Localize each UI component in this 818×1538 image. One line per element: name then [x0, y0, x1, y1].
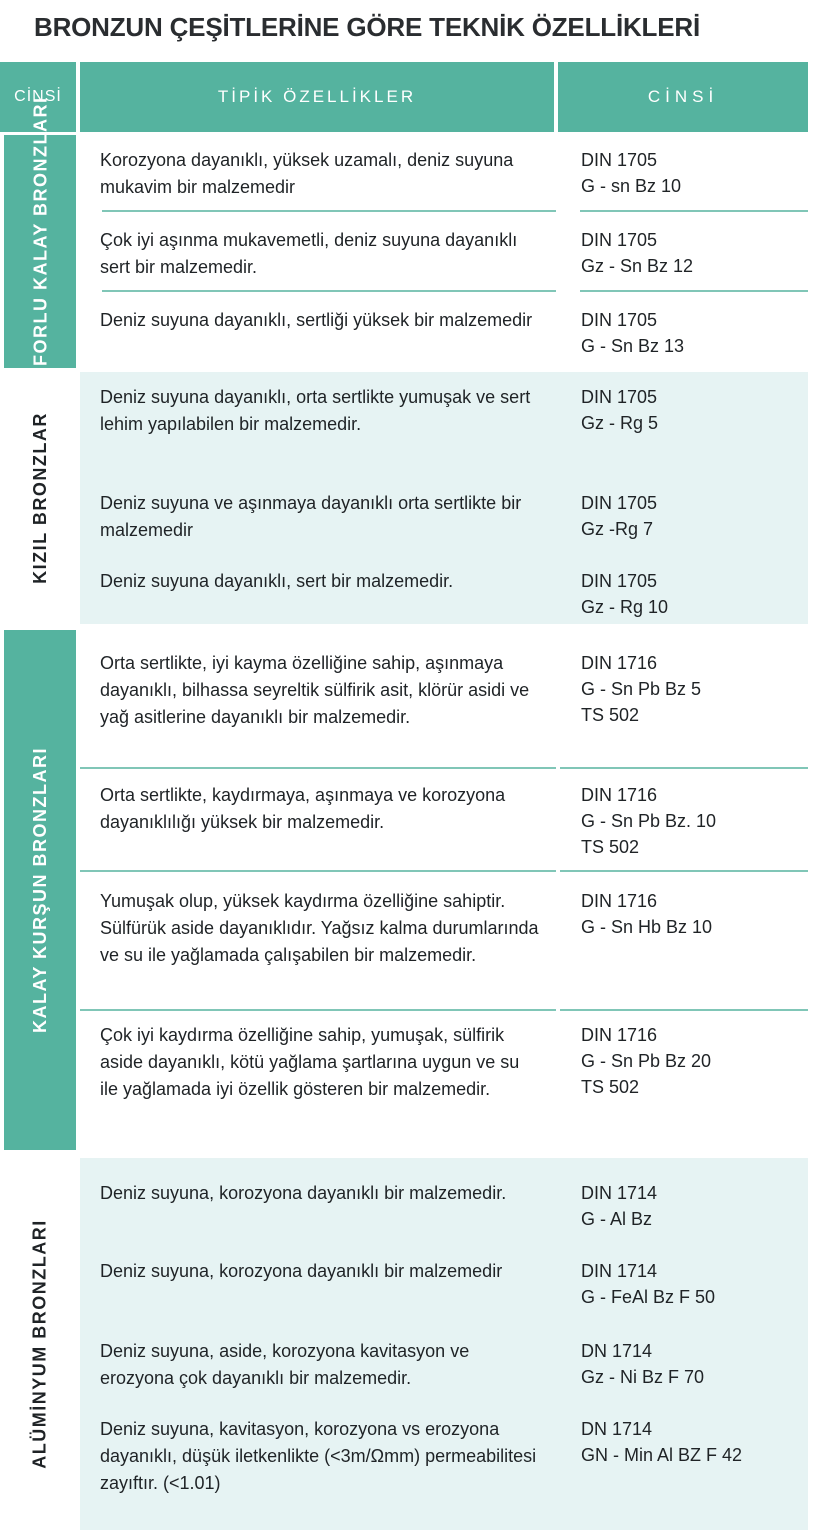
row-grade: [581, 1416, 801, 1468]
table-row: [0, 1258, 808, 1336]
row-divider: [560, 1009, 808, 1011]
grade-line: TS 502: [581, 1077, 640, 1097]
grade-line: DIN 1714: [581, 1183, 658, 1203]
bronze-group: [0, 630, 808, 1150]
grade-line: DIN 1716: [581, 1025, 658, 1045]
row-grade: [581, 227, 801, 279]
grade-line: DIN 1705: [581, 493, 658, 513]
table-row: [0, 1022, 808, 1148]
grade-line: Gz - Sn Bz 12: [581, 256, 694, 276]
grade-line: G - Sn Pb Bz 5: [581, 679, 702, 699]
row-divider: [80, 870, 556, 872]
table-row: [0, 888, 808, 1018]
row-description: Deniz suyuna dayanıklı, sertliği yüksek bir malzemedir: [100, 310, 533, 330]
grade-line: G - sn Bz 10: [581, 176, 682, 196]
row-grade: [581, 384, 801, 436]
grade-line: Gz -Rg 7: [581, 519, 654, 539]
grade-line: GN - Min Al BZ F 42: [581, 1445, 743, 1465]
grade-line: G - Sn Hb Bz 10: [581, 917, 713, 937]
grade-line: DIN 1705: [581, 387, 658, 407]
grade-line: DIN 1705: [581, 571, 658, 591]
row-grade: [581, 1022, 801, 1100]
group-label: KALAY KURŞUN BRONZLARI: [30, 746, 51, 1034]
row-description: Çok iyi kaydırma özelliğine sahip, yumuşak, sülfirik aside dayanıklı, kötü yağlama şartlarına uygun ve su ile yağlamada iyi özellik gösteren bir malzemedir.: [100, 1025, 520, 1099]
grade-line: G - Sn Pb Bz 20: [581, 1051, 712, 1071]
table-row: [0, 1338, 808, 1416]
row-description: Yumuşak olup, yüksek kaydırma özelliğine sahiptir. Sülfürük aside dayanıklıdır. Yağsız kalma durumlarında ve su ile yağlamada çalışabilen bir malzemedir.: [100, 891, 539, 965]
row-grade: [581, 782, 801, 860]
grade-line: G - Sn Bz 13: [581, 336, 685, 356]
row-description: Korozyona dayanıklı, yüksek uzamalı, deniz suyuna mukavim bir malzemedir: [100, 150, 514, 197]
grade-line: DN 1714: [581, 1341, 653, 1361]
header-type: CİNSİ: [0, 62, 76, 132]
row-grade: [581, 568, 801, 620]
table-row: [0, 147, 808, 227]
grade-line: G - Sn Pb Bz. 10: [581, 811, 717, 831]
row-description: Orta sertlikte, kaydırmaya, aşınmaya ve korozyona dayanıklılığı yüksek bir malzemedir.: [100, 785, 506, 832]
row-divider: [560, 870, 808, 872]
grade-line: DN 1714: [581, 1419, 653, 1439]
grade-line: DIN 1705: [581, 230, 658, 250]
grade-line: DIN 1714: [581, 1261, 658, 1281]
row-divider: [560, 767, 808, 769]
grade-line: DIN 1716: [581, 891, 658, 911]
group-label: FOSFORLU KALAY BRONZLARI: [30, 95, 51, 408]
bronze-group: [0, 372, 808, 624]
row-grade: [581, 1338, 801, 1390]
row-divider: [102, 290, 556, 292]
grade-line: Gz - Rg 10: [581, 597, 669, 617]
table-row: [0, 568, 808, 624]
grade-line: DIN 1716: [581, 653, 658, 673]
row-description: Deniz suyuna, aside, korozyona kavitasyon ve erozyona çok dayanıklı bir malzemedir.: [100, 1341, 470, 1388]
header-properties: TİPİK ÖZELLİKLER: [80, 62, 554, 132]
group-label: ALÜMİNYUM BRONZLARI: [30, 1219, 51, 1469]
table-row: [0, 782, 808, 882]
grade-line: DIN 1705: [581, 310, 658, 330]
table-row: [0, 384, 808, 492]
row-grade: [581, 1180, 801, 1232]
row-description: Çok iyi aşınma mukavemetli, deniz suyuna dayanıklı sert bir malzemedir.: [100, 230, 518, 277]
row-divider: [102, 210, 556, 212]
table-row: [0, 1180, 808, 1258]
row-grade: [581, 490, 801, 542]
row-description: Deniz suyuna, korozyona dayanıklı bir malzemedir: [100, 1261, 503, 1281]
row-grade: [581, 307, 801, 359]
row-divider: [580, 290, 808, 292]
grade-line: G - FeAl Bz F 50: [581, 1287, 716, 1307]
page-title: BRONZUN ÇEŞİTLERİNE GÖRE TEKNİK ÖZELLİKLERİ: [34, 12, 700, 42]
row-grade: [581, 147, 801, 199]
row-description: Deniz suyuna, kavitasyon, korozyona vs erozyona dayanıklı, düşük iletkenlikte (<3m/Ωmm) permeabilitesi zayıftır. (<1.01): [100, 1419, 537, 1493]
grade-line: TS 502: [581, 705, 640, 725]
header-grade: CİNSİ: [558, 62, 808, 132]
grade-line: Gz - Rg 5: [581, 413, 659, 433]
table-row: [0, 227, 808, 305]
grade-line: DIN 1705: [581, 150, 658, 170]
bronze-group: [0, 1158, 808, 1530]
row-grade: [581, 650, 801, 728]
row-divider: [80, 1009, 556, 1011]
row-divider: [580, 210, 808, 212]
grade-line: Gz - Ni Bz F 70: [581, 1367, 705, 1387]
row-grade: [581, 1258, 801, 1310]
row-description: Deniz suyuna, korozyona dayanıklı bir malzemedir.: [100, 1183, 507, 1203]
grade-line: G - Al Bz: [581, 1209, 653, 1229]
row-divider: [80, 767, 556, 769]
table-row: [0, 650, 808, 780]
row-description: Deniz suyuna dayanıklı, orta sertlikte yumuşak ve sert lehim yapılabilen bir malzemedir.: [100, 387, 531, 434]
table-row: [0, 1416, 808, 1530]
grade-line: TS 502: [581, 837, 640, 857]
row-description: Deniz suyuna dayanıklı, sert bir malzemedir.: [100, 571, 454, 591]
grade-line: DIN 1716: [581, 785, 658, 805]
row-description: Orta sertlikte, iyi kayma özelliğine sahip, aşınmaya dayanıklı, bilhassa seyreltik sülfirik asit, klörür asidi ve yağ asitlerine dayanıklı bir malzemedir.: [100, 653, 530, 727]
row-grade: [581, 888, 801, 940]
table-row: [0, 307, 808, 367]
table-row: [0, 490, 808, 566]
row-description: Deniz suyuna ve aşınmaya dayanıklı orta sertlikte bir malzemedir: [100, 493, 522, 540]
group-label: KIZIL BRONZLAR: [30, 412, 50, 584]
